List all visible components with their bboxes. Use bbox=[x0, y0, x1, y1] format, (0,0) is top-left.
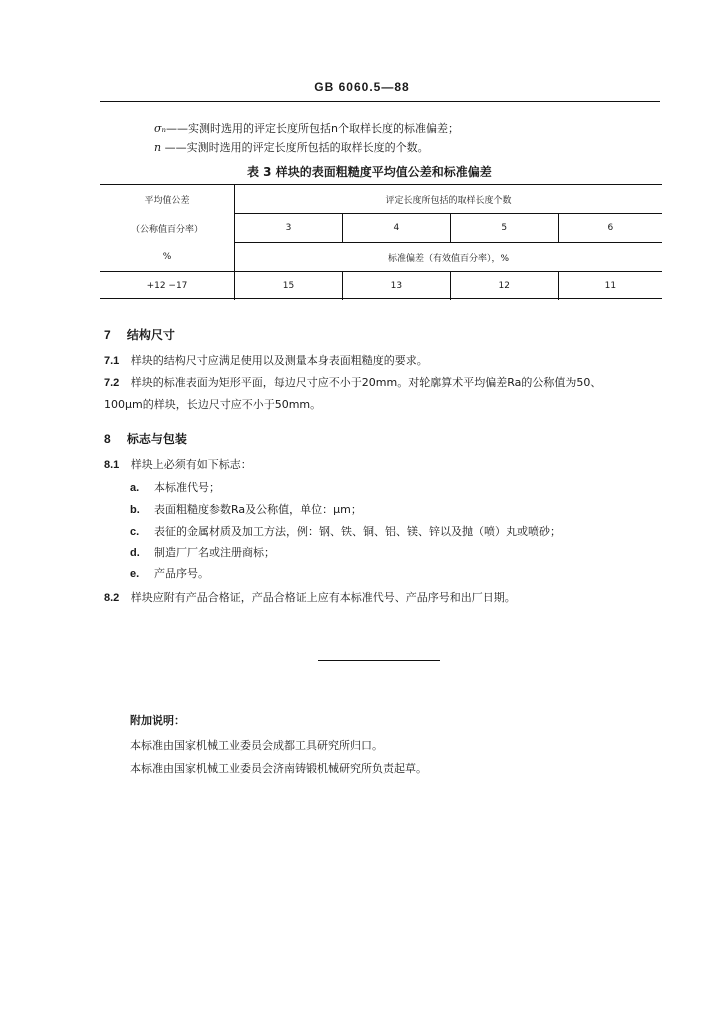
section-number: 7 bbox=[104, 328, 111, 342]
list-item bbox=[130, 546, 275, 560]
list-item bbox=[130, 525, 561, 539]
notes-line: 本标准由国家机械工业委员会成都工具研究所归口。 bbox=[130, 739, 383, 752]
clause-8-2 bbox=[104, 591, 516, 605]
clause-7-1 bbox=[104, 354, 428, 368]
standard-number: GB 6060.5—88 bbox=[314, 80, 410, 94]
list-text: 表面粗糙度参数Ra及公称值，单位：μm； bbox=[154, 503, 362, 516]
table-column-header: 6 bbox=[558, 214, 662, 243]
clause-number: 7.1 bbox=[104, 355, 120, 367]
list-letter: c. bbox=[130, 526, 140, 538]
section-7-heading bbox=[104, 326, 175, 343]
clause-7-2-continuation: 100μm的样块，长边尺寸应不小于50mm。 bbox=[104, 398, 322, 411]
table-cell: 12 bbox=[450, 272, 558, 301]
notes-title: 附加说明： bbox=[130, 714, 185, 727]
clause-text: 样块的标准表面为矩形平面，每边尺寸应不小于20mm。对轮廓算术平均偏差Ra的公称值为50、 bbox=[130, 376, 602, 389]
definition-symbol: n bbox=[154, 141, 162, 154]
clause-text: 样块上必须有如下标志： bbox=[130, 458, 252, 471]
clause-text: 样块应附有产品合格证，产品合格证上应有本标准代号、产品序号和出厂日期。 bbox=[130, 591, 516, 604]
table-left-header: 平均值公差 bbox=[100, 185, 235, 214]
table-row bbox=[100, 243, 662, 272]
list-text: 产品序号。 bbox=[154, 567, 209, 580]
table-column-header: 3 bbox=[235, 214, 343, 243]
list-letter: b. bbox=[130, 504, 140, 516]
list-item bbox=[130, 503, 362, 517]
list-item bbox=[130, 481, 220, 495]
list-item bbox=[130, 567, 209, 581]
definition-symbol: σₙ bbox=[154, 122, 166, 135]
table-column-header: 5 bbox=[450, 214, 558, 243]
list-letter: a. bbox=[130, 482, 140, 494]
table-row bbox=[100, 272, 662, 301]
table-row bbox=[100, 214, 662, 243]
list-letter: d. bbox=[130, 547, 140, 559]
list-text: 本标准代号； bbox=[154, 481, 220, 494]
list-letter: e. bbox=[130, 568, 140, 580]
clause-7-2 bbox=[104, 376, 601, 390]
table-cell: 15 bbox=[235, 272, 343, 301]
definition-text: ——实测时选用的评定长度所包括的取样长度的个数。 bbox=[161, 141, 429, 154]
table-cell: 11 bbox=[604, 281, 617, 291]
table-cell: 13 bbox=[342, 272, 450, 301]
table-column-header: 4 bbox=[342, 214, 450, 243]
table-caption: 表 3 样块的表面粗糙度平均值公差和标准偏差 bbox=[247, 165, 492, 179]
definition-sigma bbox=[154, 122, 459, 136]
table-row-label: +12 −17 bbox=[100, 272, 235, 301]
end-rule bbox=[318, 660, 440, 661]
table-bottom-rule bbox=[100, 298, 662, 299]
notes-line: 本标准由国家机械工业委员会济南铸锻机械研究所负责起草。 bbox=[130, 762, 427, 775]
header-rule bbox=[100, 101, 660, 102]
tolerance-table bbox=[100, 185, 662, 300]
table-row bbox=[100, 185, 662, 214]
definition-n bbox=[154, 141, 429, 155]
clause-text: 样块的结构尺寸应满足使用以及测量本身表面粗糙度的要求。 bbox=[130, 354, 428, 367]
section-number: 8 bbox=[104, 432, 111, 446]
clause-8-1 bbox=[104, 458, 252, 472]
section-title: 标志与包装 bbox=[126, 432, 187, 446]
table-group-header: 评定长度所包括的取样长度个数 bbox=[235, 185, 663, 214]
list-text: 表征的金属材质及加工方法，例：钢、铁、铜、铝、镁、锌以及抛（喷）丸或喷砂； bbox=[154, 525, 561, 538]
table-left-header: % bbox=[100, 243, 235, 272]
section-title: 结构尺寸 bbox=[126, 328, 175, 342]
list-text: 制造厂厂名或注册商标； bbox=[154, 546, 275, 559]
clause-number: 8.1 bbox=[104, 459, 120, 471]
table-left-header: （公称值百分率） bbox=[100, 214, 235, 243]
definition-text: ——实测时选用的评定长度所包括n个取样长度的标准偏差； bbox=[165, 122, 459, 135]
section-8-heading bbox=[104, 430, 187, 447]
table-unit-header: 标准偏差（有效值百分率），% bbox=[235, 243, 663, 272]
clause-number: 7.2 bbox=[104, 377, 120, 389]
clause-number: 8.2 bbox=[104, 592, 120, 604]
